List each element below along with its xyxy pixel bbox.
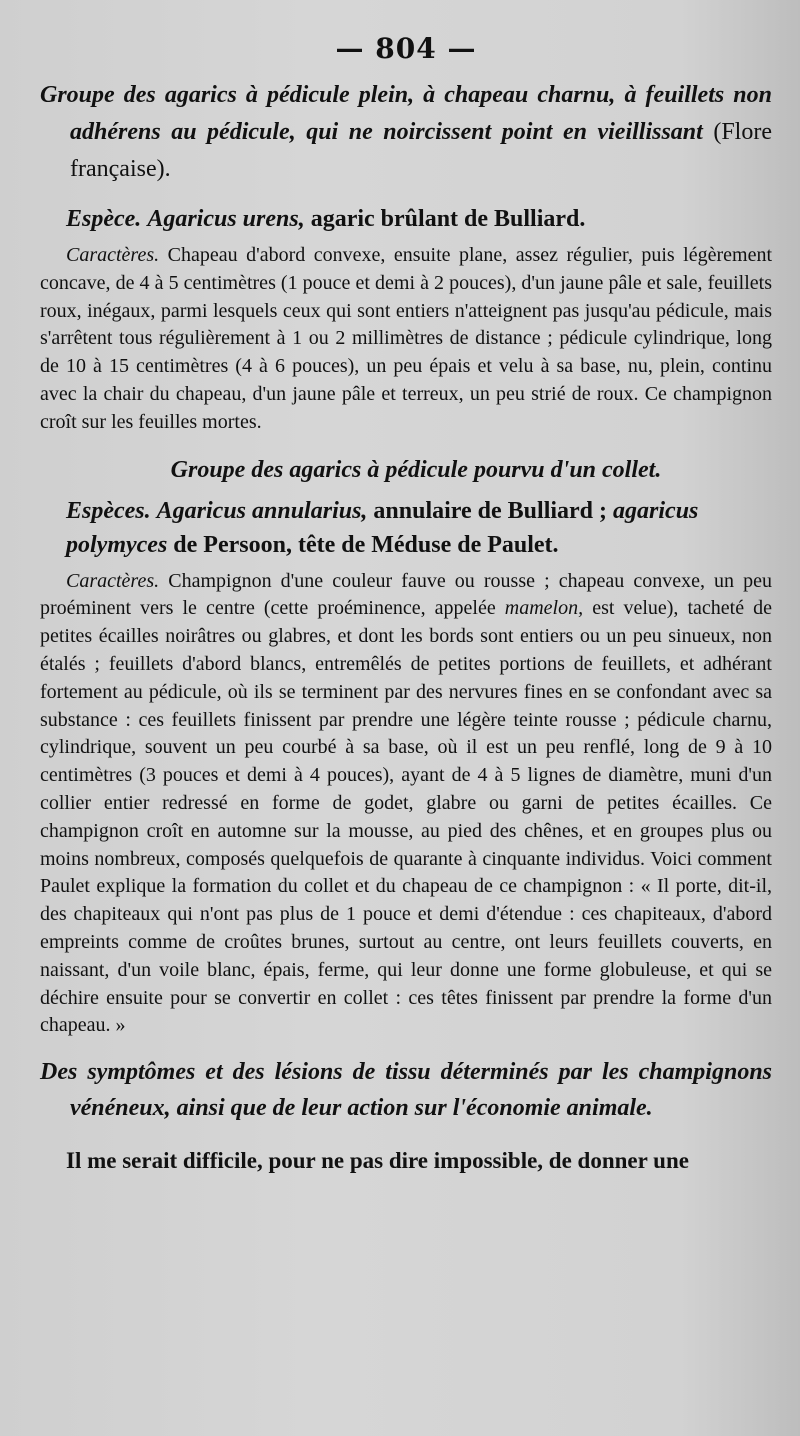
group-heading-2: Groupe des agarics à pédicule pourvu d'un collet. <box>170 456 662 483</box>
paragraph-start: Il me serait difficile, pour ne pas dire impossible, de donner une <box>66 1148 689 1174</box>
characters-1-text: Chapeau d'abord convexe, ensuite plane, assez régulier, puis légèrement concave, de 4 à 5 centimètres (1 pouce et demi à 2 pouces), d'un jaune pâle et sale, feuillets roux, inégaux, parmi lesquels ceux qui sont entiers n'atteignent pas jusqu'au pédicule, mais s'arrêtent tous régulièrement à 1 ou 2 millimètres de distance ; pédicule cylindrique, long de 10 à 15 centimètres (4 à 6 pouces), un peu épais et velu à sa base, nu, plein, continu avec la chair du chapeau, d'un jaune pâle et terreux, un peu strié de roux. Ce champignon croît sur les feuilles mortes. <box>40 244 773 433</box>
species-1-label: Espèce. <box>66 206 142 232</box>
species-2-latin-2: agaricus polymyces <box>66 497 699 558</box>
characters-2-text-a: Champignon d'une couleur fauve ou rousse ; chapeau convexe, un peu proéminent vers le centre (cette proéminence, appelée <box>40 569 773 620</box>
characters-2-paragraph <box>40 568 772 1041</box>
group-heading-1 <box>40 77 772 188</box>
page-number: — 804 — <box>335 32 477 65</box>
species-1 <box>40 202 772 236</box>
characters-2-text-b: est velue), tacheté de petites écailles noirâtres ou glabres, et dont les bords sont entiers ou un peu sinueux, non étalés ; feuillets d'abord blancs, entremêlés de petites portions de feuillets, et adhérant fortement au pédicule, où ils se terminent par des nervures fines en se confondant avec sa substance : ces feuillets finissent par prendre une légère teinte rousse ; pédicule charnu, cylindrique, souvent un peu courbé à sa base, où il est un peu renflé, long de 9 à 10 centimètres (3 pouces et demi à 4 pouces), ayant de 4 à 5 lignes de diamètre, muni d'un collier entier redressé en forme de godet, glabre ou garni de petites écailles. Ce champignon croît en automne sur la mousse, au pied des chênes, et en groupes plus ou moins nombreux, composés quelquefois de quarante à cinquante individus. Voici comment Paulet explique la formation du collet et du chapeau de ce champignon : « Il porte, dit-il, des chapiteaux qui n'ont pas plus de 1 pouce et demi d'étendue : ces chapiteaux, d'abord empreints comme de croûtes brunes, surtout au centre, ont leurs feuillets couverts, en naissant, d'un voile blanc, épais, ferme, qui leur donne une forme globuleuse, et qui se déchire ensuite pour se convertir en collet : ces têtes finissent par prendre la forme d'un chapeau. » <box>40 597 773 1037</box>
species-2-name-1: annulaire de Bulliard ; <box>373 497 608 524</box>
characters-2-italic-word: mamelon, <box>504 597 584 620</box>
species-2-latin-1: Agaricus annularius, <box>156 497 368 524</box>
characters-2-label: Caractères. <box>66 569 160 592</box>
group-heading-1-text: Groupe des agarics à pédicule plein, à chapeau charnu, à feuillets non adhérens au pédicule, qui ne noircissent point en vieillissant <box>40 82 772 145</box>
species-2-label: Espèces. <box>66 497 151 524</box>
species-2-name-2: de Persoon, tête de Méduse de Paulet. <box>173 531 559 558</box>
species-2 <box>40 494 772 562</box>
section-heading: Des symptômes et des lésions de tissu déterminés par les champignons vénéneux, ainsi que de leur action sur l'économie animale. <box>40 1059 772 1122</box>
characters-1-paragraph <box>40 242 772 437</box>
species-1-latin: Agaricus urens, <box>147 206 305 232</box>
group-heading-1-source: (Flore française). <box>70 119 772 182</box>
species-1-name: agaric brûlant de Bulliard. <box>310 206 586 232</box>
characters-1-label: Caractères. <box>66 244 160 266</box>
